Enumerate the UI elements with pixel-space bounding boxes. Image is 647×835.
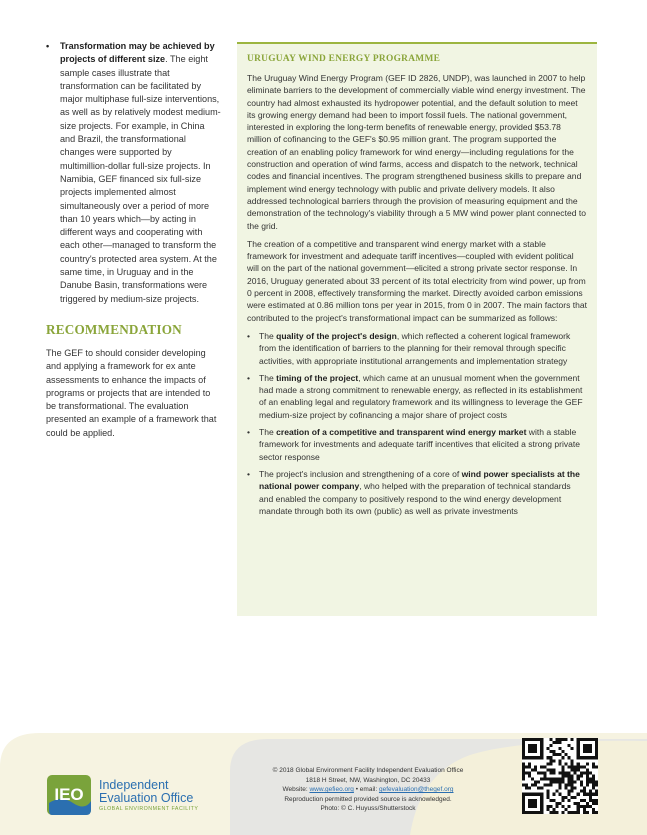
bullet-transformation-size <box>46 40 222 306</box>
email-link[interactable]: gefevaluation@thegef.org <box>378 786 454 794</box>
factor-pre: The project's inclusion and strengthening of a core of <box>259 468 462 479</box>
footer-credits <box>243 766 493 814</box>
factor-post: , which reflected a coherent logical framework from the identification of barriers to the planning for their removal through specific activities, with appropriate institutional arrangements and implementation strategy <box>259 330 571 366</box>
page-footer <box>0 733 647 835</box>
factor-item <box>247 372 587 421</box>
logo-name <box>99 779 193 805</box>
photo-credit: Photo: © C. Huyuss/Shutterstock <box>320 805 416 813</box>
bullet-bold-lead: Transformation may be achieved by projects of different size <box>60 41 215 65</box>
contact-line <box>243 785 493 795</box>
website-label: Website: <box>282 786 310 794</box>
factor-bold: creation of a competitive and transparent wind energy market <box>276 427 527 438</box>
qr-code-icon[interactable] <box>522 738 598 814</box>
box-title: URUGUAY WIND ENERGY PROGRAMME <box>247 54 441 64</box>
logo-line-1: Independent <box>99 778 169 792</box>
reproduction-line: Reproduction permitted provided source is acknowledged. <box>284 795 452 803</box>
left-column <box>46 40 222 440</box>
logo-line-2: Evaluation Office <box>99 791 194 805</box>
factor-bold: wind power specialists at the national power company <box>259 468 580 492</box>
box-paragraph-2: The creation of a competitive and transparent wind energy market with a stable framework for investment and adequate tariff incentives—coupled with evident political will on the part of the national government—elicited a strong private sector response. In 2016, Uruguay generated about 33 percent of its total electricity from wind power, up from 0 percent in 2008, effectively transforming the market. Directly avoided carbon emissions were estimated at 0.86 million tons per year in 2015, from 0 in 2007. The main factors that contributed to the project's transformational impact can be summarized as follows: <box>247 238 587 323</box>
logo-mark-text: IEO <box>54 785 84 804</box>
logo-subtitle: GLOBAL ENVIRONMENT FACILITY <box>99 806 199 812</box>
factor-bold: quality of the project's design <box>276 330 397 341</box>
recommendation-heading: RECOMMENDATION <box>46 321 182 337</box>
website-link[interactable]: www.gefieo.org <box>309 786 354 794</box>
factor-pre: The <box>259 330 277 341</box>
factor-pre: The <box>259 372 277 383</box>
box-paragraph-1: The Uruguay Wind Energy Program (GEF ID 2826, UNDP), was launched in 2007 to help eliminate barriers to the development of commercially viable wind energy investment. The country had almost exhausted its hydropower potential, and the default solution to meet its growing energy demand had been to import fossil fuels. The national government, interested in exploring the long-term benefits of renewable energy, provided $53.78 million of cofinancing to the GEF's $0.95 million grant. The program supported the creation of an enabling policy framework for wind energy—including regulations for the construction and operation of wind farms, access and dispatch to the network, technical codes and financial incentives. The program strengthened business skills to prepare and implement wind energy technology with public and private delivery models. It also addressed technological barriers through the provision of measuring equipment and the demonstration of the technology's viability through a 5 MW wind power plant connected to the grid. <box>247 73 586 231</box>
factor-post: with a stable framework for investments and adequate tariff incentives that elicited a strong private sector response <box>259 427 580 462</box>
factor-post: , who helped with the preparation of technical standards and enabled the company to positively respond to the wind energy development mandate through both its own (public) as well as private investments <box>259 481 571 516</box>
factor-bold: timing of the project <box>276 372 359 383</box>
recommendation-text: The GEF to should consider developing and applying a framework for ex ante assessments to enhance the impacts of programs or projects that are intended to be transformational. The evaluation presented an example of a framework that could be applied. <box>46 347 217 438</box>
ieo-logo-mark-icon <box>47 773 93 817</box>
factors-list <box>247 330 587 517</box>
factor-item <box>247 426 587 463</box>
address-line: 1818 H Street, NW, Washington, DC 20433 <box>305 776 431 784</box>
factor-pre: The <box>259 427 277 438</box>
factor-post: , which came at an unusual moment when the government had made a strong commitment to renewable energy, as reflected in its establishment of an enabling legal and regulatory framework and its willingness to leverage the GEF medium-size project by cofinancing a major share of project costs <box>259 372 583 420</box>
email-label: • email: <box>353 786 379 794</box>
ieo-logo[interactable] <box>47 773 237 817</box>
uruguay-case-box <box>237 42 597 616</box>
copyright-line: © 2018 Global Environment Facility Independent Evaluation Office <box>272 767 464 774</box>
bullet-body: . The eight sample cases illustrate that transformation can be facilitated by major multiphase full-size interventions, as well as by relatively modest medium-size projects. For example, in China and Brazil, the transformational changes were supported by multimillion-dollar full-size projects. In Namibia, GEF financed six full-size projects implemented almost simultaneously over a period of more than 10 years which—by acting in different ways and cooperating with each other—managed to transform the country's protected area system. At the same time, in Uruguay and in the Danube Basin, transformations were triggered by medium-size projects. <box>60 54 221 304</box>
factor-item <box>247 468 587 517</box>
factor-item <box>247 330 587 367</box>
